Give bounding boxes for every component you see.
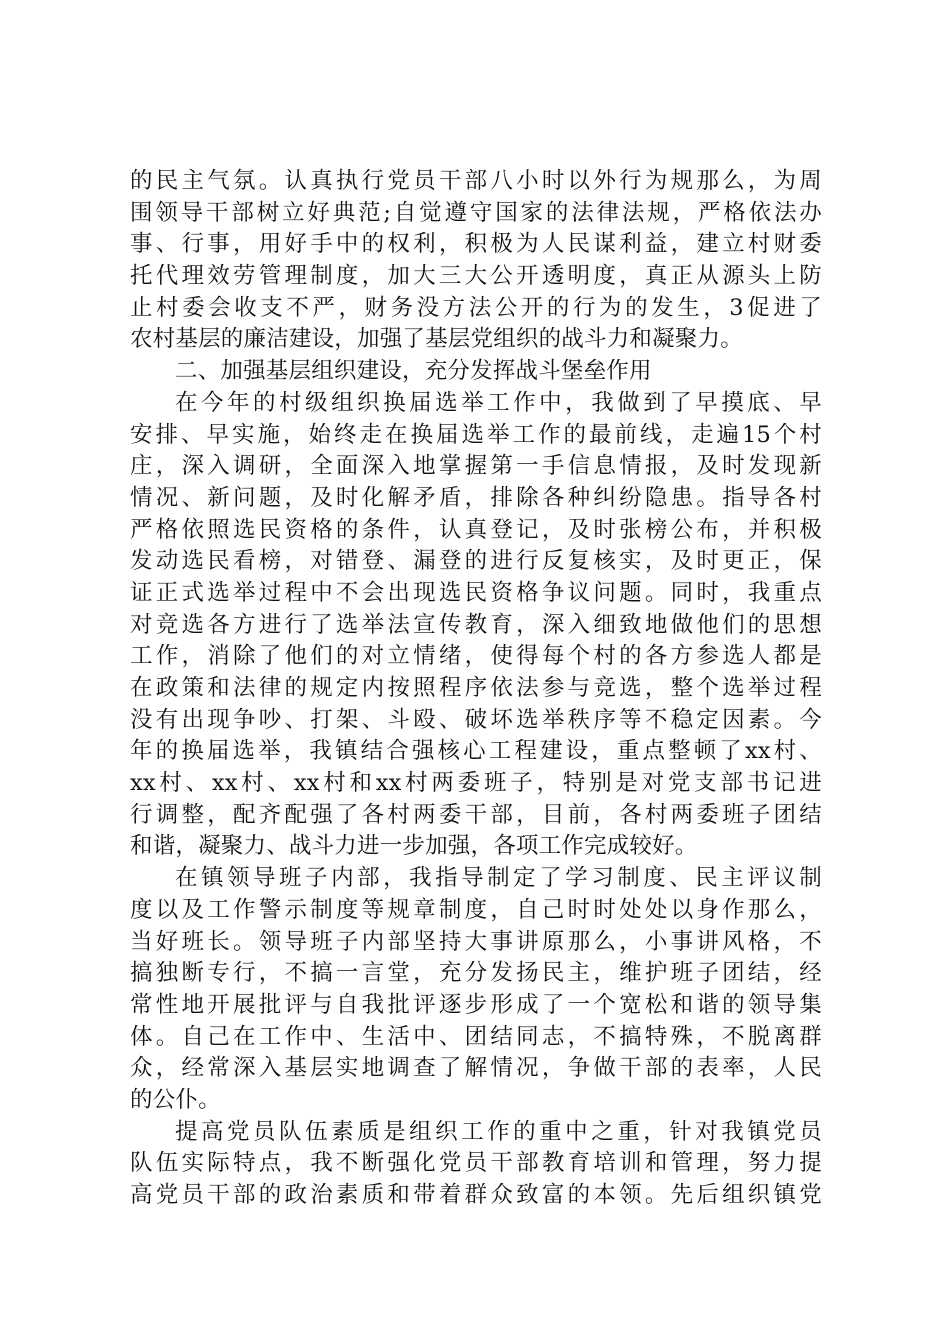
paragraph-line: 工作，消除了他们的对立情绪，使得每个村的各方参选人都是 [130, 643, 822, 670]
paragraph-line: 队伍实际特点，我不断强化党员干部教育培训和管理，努力提 [130, 1150, 822, 1177]
paragraph-line: 提高党员队伍素质是组织工作的重中之重，针对我镇党员 [175, 1118, 822, 1145]
paragraph-line: 没有出现争吵、打架、斗殴、破坏选举秩序等不稳定因素。今 [130, 706, 822, 733]
paragraph-line: 高党员干部的政治素质和带着群众致富的本领。先后组织镇党 [130, 1182, 822, 1208]
paragraph-line: 安排、早实施，始终走在换届选举工作的最前线，走遍15个村 [130, 421, 822, 448]
paragraph-line: 的民主气氛。认真执行党员干部八小时以外行为规那么，为周 [130, 168, 822, 194]
document-body [130, 166, 822, 1212]
paragraph-line: 和谐，凝聚力、战斗力进一步加强，各项工作完成较好。 [130, 833, 698, 860]
paragraph-line: 托代理效劳管理制度，加大三大公开透明度，真正从源头上防 [130, 263, 822, 290]
paragraph-line: 常性地开展批评与自我批评逐步形成了一个宽松和谐的领导集 [130, 991, 822, 1018]
paragraph-line: xx村、xx村、xx村和xx村两委班子，特别是对党支部书记进 [130, 770, 822, 797]
paragraph-line: 证正式选举过程中不会出现选民资格争议问题。同时，我重点 [130, 579, 822, 606]
paragraph-line: 事、行事，用好手中的权利，积极为人民谋利益，建立村财委 [130, 231, 822, 258]
paragraph-line: 搞独断专行，不搞一言堂，充分发扬民主，维护班子团结，经 [130, 960, 822, 987]
paragraph-line: 众，经常深入基层实地调查了解情况，争做干部的表率，人民 [130, 1055, 822, 1082]
paragraph-line: 严格依照选民资格的条件，认真登记，及时张榜公布，并积极 [130, 516, 822, 543]
paragraph-line: 体。自己在工作中、生活中、团结同志，不搞特殊，不脱离群 [130, 1023, 822, 1050]
paragraph-line: 度以及工作警示制度等规章制度，自己时时处处以身作那么， [130, 896, 822, 923]
paragraph-line: 在今年的村级组织换届选举工作中，我做到了早摸底、早 [175, 389, 822, 416]
paragraph-line: 行调整，配齐配强了各村两委干部，目前，各村两委班子团结 [130, 801, 822, 828]
paragraph-line: 围领导干部树立好典范;自觉遵守国家的法律法规，严格依法办 [130, 199, 822, 226]
paragraph-line: 农村基层的廉洁建设，加强了基层党组织的战斗力和凝聚力。 [130, 326, 743, 353]
paragraph-line: 情况、新问题，及时化解矛盾，排除各种纠纷隐患。指导各村 [130, 484, 822, 511]
paragraph-line: 当好班长。领导班子内部坚持大事讲原那么，小事讲风格，不 [130, 928, 822, 955]
section-heading: 二、加强基层组织建设，充分发挥战斗堡垒作用 [175, 358, 652, 385]
paragraph-line: 止村委会收支不严，财务没方法公开的行为的发生，3促进了 [130, 294, 822, 321]
paragraph-line: 在政策和法律的规定内按照程序依法参与竞选，整个选举过程 [130, 675, 822, 701]
paragraph-line: 庄，深入调研，全面深入地掌握第一手信息情报，及时发现新 [130, 453, 822, 480]
paragraph-line: 的公仆。 [130, 1086, 221, 1113]
paragraph-line: 对竞选各方进行了选举法宣传教育，深入细致地做他们的思想 [130, 611, 822, 638]
paragraph-line: 年的换届选举，我镇结合强核心工程建设，重点整顿了xx村、 [130, 738, 822, 765]
paragraph-line: 在镇领导班子内部，我指导制定了学习制度、民主评议制 [175, 865, 822, 892]
paragraph-line: 发动选民看榜，对错登、漏登的进行反复核实，及时更正，保 [130, 548, 822, 575]
